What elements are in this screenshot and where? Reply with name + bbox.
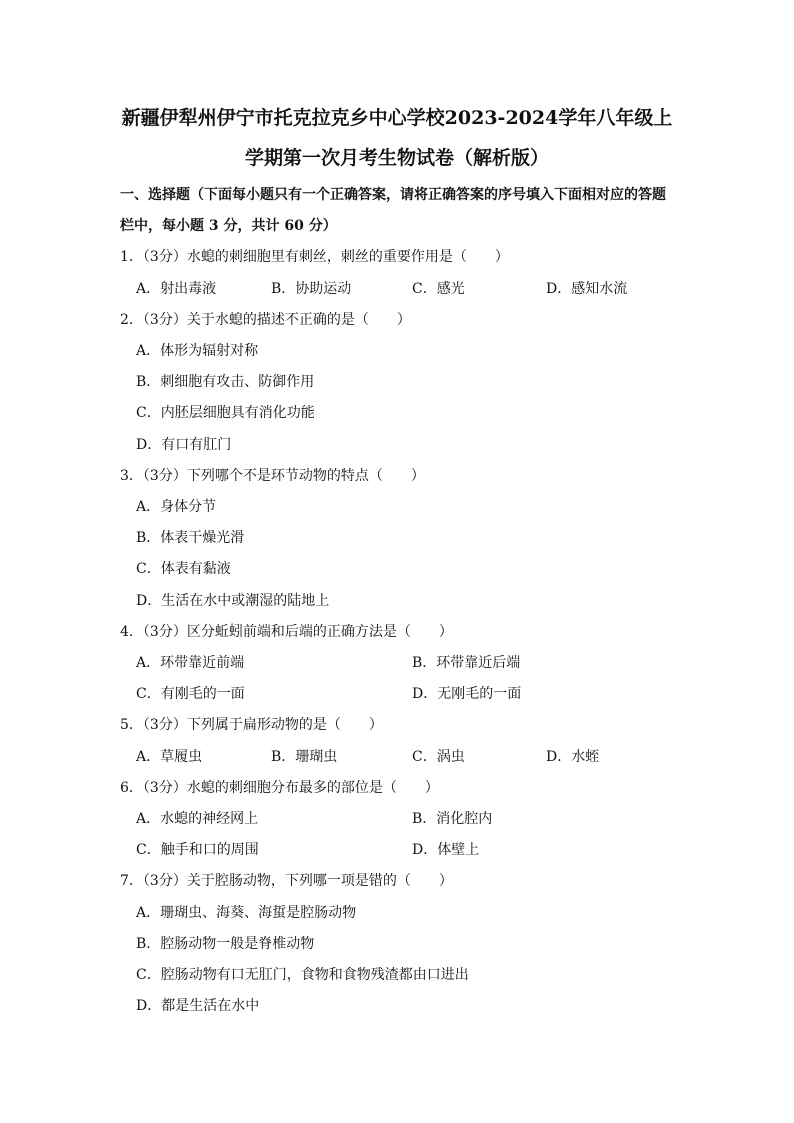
question-3-stem: 3．（3分）下列哪个不是环节动物的特点（ ） bbox=[120, 468, 425, 484]
question-1-option-c: C．感光 bbox=[412, 281, 465, 297]
question-7-option-a: A．珊瑚虫、海葵、海蜇是腔肠动物 bbox=[136, 905, 357, 921]
question-4-stem: 4．（3分）区分蚯蚓前端和后端的正确方法是（ ） bbox=[120, 624, 453, 640]
question-7-option-d: D．都是生活在水中 bbox=[136, 998, 260, 1014]
question-3-option-d: D．生活在水中或潮湿的陆地上 bbox=[136, 593, 330, 609]
question-6-option-c: C．触手和口的周围 bbox=[136, 842, 259, 858]
question-4-option-b: B．环带靠近后端 bbox=[412, 655, 521, 671]
question-2-option-b: B．刺细胞有攻击、防御作用 bbox=[136, 374, 315, 390]
page-title-line-2: 学期第一次月考生物试卷（解析版） bbox=[244, 147, 549, 169]
question-5-option-d: D．水蛭 bbox=[546, 749, 600, 765]
question-6-option-b: B．消化腔内 bbox=[412, 811, 493, 827]
question-5-option-b: B．珊瑚虫 bbox=[271, 749, 338, 765]
question-2-stem: 2．（3分）关于水螅的描述不正确的是（ ） bbox=[120, 312, 411, 328]
question-4-option-c: C．有刚毛的一面 bbox=[136, 686, 245, 702]
question-6-option-a: A．水螅的神经网上 bbox=[136, 811, 259, 827]
question-2-option-d: D．有口有肛门 bbox=[136, 437, 232, 453]
question-4-option-d: D．无刚毛的一面 bbox=[412, 686, 522, 702]
question-3-option-b: B．体表干燥光滑 bbox=[136, 530, 245, 546]
question-5-option-a: A．草履虫 bbox=[136, 749, 203, 765]
question-2-option-c: C．内胚层细胞具有消化功能 bbox=[136, 405, 315, 421]
question-1-option-a: A．射出毒液 bbox=[136, 281, 217, 297]
question-7-option-b: B．腔肠动物一般是脊椎动物 bbox=[136, 936, 315, 952]
question-6-stem: 6．（3分）水螅的刺细胞分布最多的部位是（ ） bbox=[120, 780, 439, 796]
question-3-option-a: A．身体分节 bbox=[136, 499, 217, 515]
question-5-option-c: C．涡虫 bbox=[412, 749, 465, 765]
question-7-stem: 7．（3分）关于腔肠动物，下列哪一项是错的（ ） bbox=[120, 873, 453, 889]
question-2-option-a: A．体形为辐射对称 bbox=[136, 343, 259, 359]
page-title-line-1: 新疆伊犁州伊宁市托克拉克乡中心学校2023-2024学年八年级上 bbox=[121, 107, 673, 129]
question-4-option-a: A．环带靠近前端 bbox=[136, 655, 245, 671]
section-heading-line-2: 栏中，每小题 3 分，共计 60 分） bbox=[120, 218, 337, 234]
question-1-stem: 1．（3分）水螅的刺细胞里有刺丝，刺丝的重要作用是（ ） bbox=[120, 249, 509, 265]
question-5-stem: 5．（3分）下列属于扁形动物的是（ ） bbox=[120, 717, 383, 733]
question-1-option-b: B．协助运动 bbox=[271, 281, 352, 297]
section-heading-line-1: 一、选择题（下面每小题只有一个正确答案，请将正确答案的序号填入下面相对应的答题 bbox=[120, 187, 666, 203]
question-7-option-c: C．腔肠动物有口无肛门，食物和食物残渣都由口进出 bbox=[136, 967, 469, 983]
question-3-option-c: C．体表有黏液 bbox=[136, 561, 231, 577]
question-1-option-d: D．感知水流 bbox=[546, 281, 628, 297]
question-6-option-d: D．体壁上 bbox=[412, 842, 480, 858]
